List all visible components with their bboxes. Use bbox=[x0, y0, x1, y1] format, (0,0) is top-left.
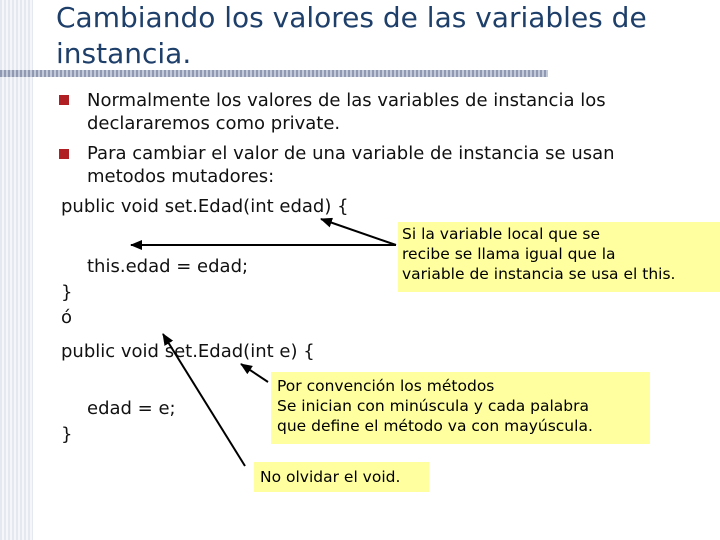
bullet-2-line-1: Para cambiar el valor de una variable de instancia se usan bbox=[87, 143, 615, 164]
note-convention-line-1: Por convención los métodos bbox=[277, 377, 495, 395]
code-body-2: edad = e; bbox=[87, 398, 176, 419]
bullet-2-line-2: metodos mutadores: bbox=[87, 166, 275, 187]
code-body-1: this.edad = edad; bbox=[87, 256, 249, 277]
arrow-to-setEdad bbox=[241, 364, 268, 382]
code-close-brace-2: } bbox=[61, 424, 73, 445]
code-signature-1: public void set.Edad(int edad) { bbox=[61, 196, 349, 217]
code-or-separator: ó bbox=[61, 307, 73, 328]
note-local-variable-line-2: recibe se llama igual que la bbox=[402, 245, 616, 263]
note-void-reminder: No olvidar el void. bbox=[254, 462, 429, 492]
note-local-variable-line-3: variable de instancia se usa el this. bbox=[402, 265, 676, 283]
note-convention-line-2: Se inician con minúscula y cada palabra bbox=[277, 397, 590, 415]
note-convention-line-3: que define el método va con mayúscula. bbox=[277, 417, 593, 435]
arrow-to-void bbox=[163, 334, 245, 466]
bullet-1-line-1: Normalmente los valores de las variables de instancia los bbox=[87, 90, 606, 111]
slide-title: Cambiando los valores de las variables de instancia. bbox=[56, 1, 647, 70]
arrow-to-parameter-edad bbox=[321, 219, 396, 245]
code-signature-2: public void set.Edad(int e) { bbox=[61, 341, 315, 362]
bullet-1-line-2: declararemos como private. bbox=[87, 113, 341, 134]
note-local-variable-line-1: Si la variable local que se bbox=[402, 225, 601, 243]
code-close-brace-1: } bbox=[61, 282, 73, 303]
